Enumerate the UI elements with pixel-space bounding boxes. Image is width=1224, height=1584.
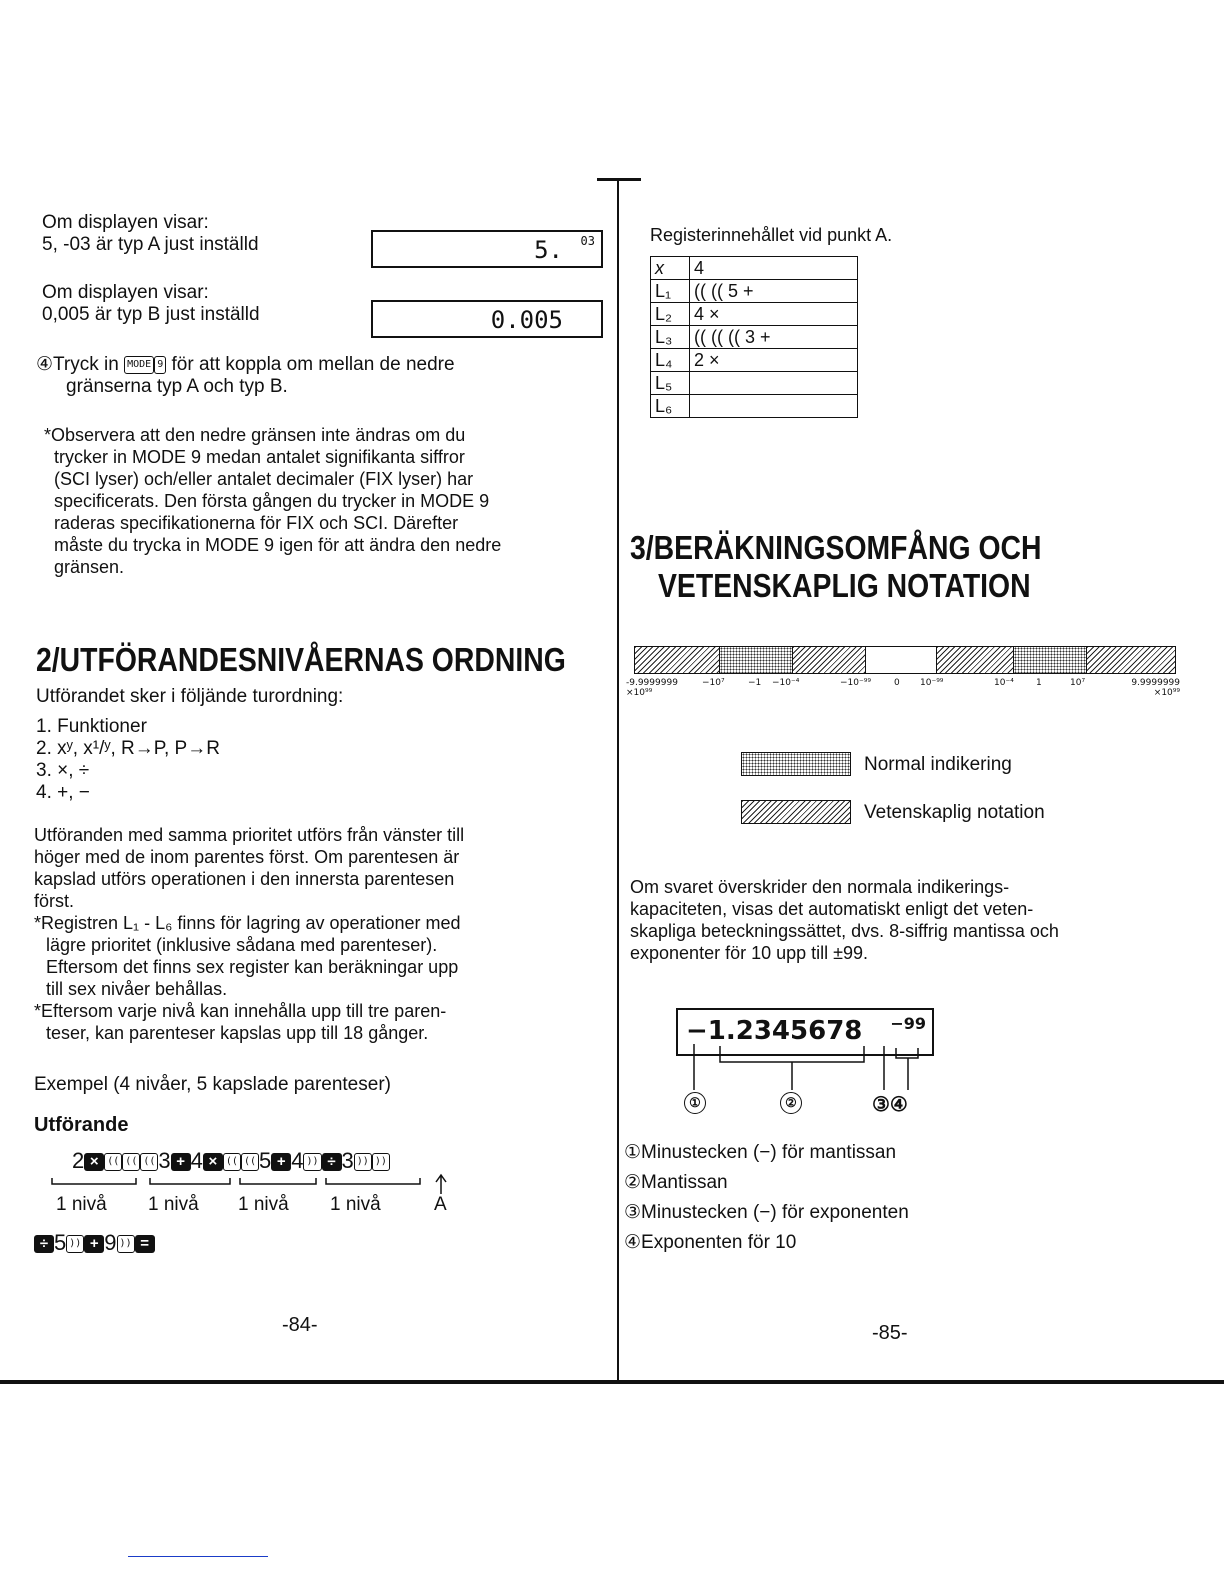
para-line: Om svaret överskrider den normala indikerings- (630, 877, 1010, 897)
arrow-a (436, 1175, 446, 1194)
example-label: Exempel (4 nivåer, 5 kapslade parenteser) (34, 1074, 391, 1095)
seq-digit: 5 (54, 1230, 67, 1255)
level-label: 1 nivå (56, 1194, 107, 1215)
table-row (651, 280, 858, 303)
para-line: skapliga beteckningssättet, dvs. 8-siffrig mantissa och (630, 921, 1059, 941)
range-segment-sci (792, 647, 865, 673)
para-line: teser, kan parenteser kapslas upp till 18 gånger. (46, 1023, 429, 1043)
seq-digit: 3 (158, 1148, 171, 1173)
list-item: ①Minustecken (−) för mantissan (624, 1142, 897, 1163)
bracket (150, 1178, 230, 1184)
list-item: 3. ×, ÷ (36, 760, 90, 781)
key-sequence-2 (34, 1230, 155, 1256)
close-paren-key: )) (66, 1235, 84, 1253)
register-value (690, 372, 858, 395)
note-line: *Observera att den nedre gränsen inte ändras om du (44, 425, 466, 445)
step4-text-b: för att koppla om mellan de nedre (171, 354, 455, 375)
range-bar (634, 646, 1176, 674)
para-line: lägre prioritet (inklusive sådana med parenteser). (46, 935, 438, 955)
register-value: 2 × (690, 349, 858, 372)
display1-label-2: 5, -03 är typ A just inställd (42, 234, 259, 255)
step4-text-a: ④Tryck in (36, 354, 119, 375)
table-row (651, 395, 858, 418)
para-line: först. (34, 891, 75, 911)
utforande-label: Utförande (34, 1114, 129, 1136)
range-segment-normal (1013, 647, 1086, 673)
marker-3-4: ③④ (872, 1094, 908, 1116)
display-mantissa: −1.2345678 (686, 1016, 863, 1046)
register-value: (( (( (( 3 + (690, 326, 858, 349)
level-label: 1 nivå (238, 1194, 289, 1215)
register-value: 4 × (690, 303, 858, 326)
bracket (326, 1178, 420, 1184)
open-paren-key: (( (122, 1153, 140, 1171)
para-line: Utföranden med samma prioritet utförs från vänster till (34, 825, 465, 845)
register-name: L₂ (651, 303, 690, 326)
multiply-key: × (84, 1153, 104, 1171)
display2-label-1: Om displayen visar: (42, 282, 209, 303)
scale-label: 9.9999999 ×10⁹⁹ (1131, 678, 1180, 698)
table-row (651, 303, 858, 326)
register-name: L₃ (651, 326, 690, 349)
para-line: Eftersom det finns sex register kan beräkningar upp (46, 957, 459, 977)
seq-digit: 3 (341, 1148, 354, 1173)
open-paren-key: (( (104, 1153, 122, 1171)
scale-label: −10⁻⁴ (772, 678, 800, 688)
level-brackets (50, 1172, 470, 1196)
note-line: (SCI lyser) och/eller antalet decimaler (FIX lyser) har (54, 469, 474, 489)
range-segment-sci (1086, 647, 1175, 673)
range-scale-labels (624, 678, 1184, 702)
section-3-heading-1: 3/BERÄKNINGSOMFÅNG OCH (630, 529, 1042, 566)
note-line: måste du trycka in MODE 9 igen för att ändra den nedre (54, 535, 502, 555)
close-paren-key: )) (303, 1153, 321, 1171)
level-label: 1 nivå (148, 1194, 199, 1215)
legend-swatch-sci (741, 800, 851, 824)
bottom-rule (0, 1380, 1224, 1384)
register-value: (( (( 5 + (690, 280, 858, 303)
page-number-left: -84- (282, 1314, 318, 1336)
level-label: 1 nivå (330, 1194, 381, 1215)
para-line: kapslad utförs operationen i den innersta parentesen (34, 869, 455, 889)
range-segment-sci (936, 647, 1013, 673)
range-segment-normal (719, 647, 792, 673)
register-name: L₄ (651, 349, 690, 372)
seq-digit: 2 (72, 1148, 85, 1173)
table-row (651, 257, 858, 280)
seq-digit: 4 (291, 1148, 304, 1173)
note-line: specificerats. Den första gången du trycker in MODE 9 (54, 491, 490, 511)
note-line: trycker in MODE 9 medan antalet signifikanta siffror (54, 447, 465, 467)
pointer-line (720, 1046, 864, 1090)
scale-label: 0 (894, 678, 900, 688)
note-line: raderas specifikationerna för FIX och SCI. Därefter (54, 513, 459, 533)
range-segment-sci (635, 647, 719, 673)
display-value: 5. (534, 236, 563, 264)
display-type-b (371, 300, 603, 338)
register-name: L₆ (651, 395, 690, 418)
marker-1: ① (684, 1092, 706, 1114)
scale-label: −10⁻⁹⁹ (840, 678, 871, 688)
note-line: gränsen. (54, 557, 125, 577)
section-3-heading-2: VETENSKAPLIG NOTATION (658, 567, 1031, 604)
overflow-paragraph (630, 876, 1059, 964)
scale-label: 10⁻⁴ (994, 678, 1014, 688)
divide-key: ÷ (34, 1235, 54, 1253)
priority-paragraph (34, 824, 464, 1044)
para-line: höger med de inom parentes först. Om parentesen är (34, 847, 460, 867)
range-segment-zero (865, 647, 936, 673)
display1-label-1: Om displayen visar: (42, 212, 209, 233)
list-item: 4. +, − (36, 782, 90, 803)
nine-key: 9 (154, 356, 166, 374)
open-paren-key: (( (223, 1153, 241, 1171)
seq-digit: 5 (258, 1148, 272, 1173)
scale-label: 1 (1036, 678, 1042, 688)
list-item: ④Exponenten för 10 (624, 1232, 797, 1253)
register-table (650, 256, 858, 418)
legend-sci: Vetenskaplig notation (864, 802, 1045, 823)
open-paren-key: (( (140, 1153, 158, 1171)
para-line: kapaciteten, visas det automatiskt enligt det veten- (630, 899, 1034, 919)
seq-digit: 9 (104, 1230, 117, 1255)
register-name: L₅ (651, 372, 690, 395)
display-exponent: −99 (890, 1014, 926, 1033)
step4-line-2: gränserna typ A och typ B. (66, 376, 288, 397)
plus-key: + (171, 1153, 191, 1171)
close-paren-key: )) (372, 1153, 390, 1171)
close-paren-key: )) (117, 1235, 135, 1253)
step4-line-1 (36, 354, 455, 376)
marker-2: ② (780, 1092, 802, 1114)
legend-normal: Normal indikering (864, 754, 1012, 775)
register-value (690, 395, 858, 418)
note-block (44, 424, 501, 578)
para-line: *Registren L₁ - L₆ finns för lagring av operationer med (34, 913, 461, 933)
page-number-right: -85- (872, 1322, 908, 1344)
mode-key: MODE (124, 356, 154, 374)
table-row (651, 349, 858, 372)
para-line: *Eftersom varje nivå kan innehålla upp till tre paren- (34, 1001, 447, 1021)
para-line: exponenter för 10 upp till ±99. (630, 943, 869, 963)
list-item: ②Mantissan (624, 1172, 728, 1193)
bracket (240, 1178, 316, 1184)
multiply-key: × (203, 1153, 223, 1171)
scale-label: −10⁷ (702, 678, 725, 688)
display-type-a (371, 230, 603, 268)
table-row (651, 372, 858, 395)
display-pointers (680, 1044, 940, 1094)
register-title: Registerinnehållet vid punkt A. (650, 225, 893, 245)
register-value: 4 (690, 257, 858, 280)
order-list (36, 716, 220, 804)
register-name: L₁ (651, 280, 690, 303)
scale-label: -9.9999999 ×10⁹⁹ (626, 678, 678, 698)
legend-swatch-normal (741, 752, 851, 776)
section-2-heading: 2/UTFÖRANDESNIVÅERNAS ORDNING (36, 641, 566, 678)
para-line: till sex nivåer behållas. (46, 979, 228, 999)
table-row (651, 326, 858, 349)
seq-digit: 4 (190, 1148, 203, 1173)
display-legend-list (624, 1138, 909, 1258)
column-divider (617, 180, 619, 1380)
key-sequence-1 (72, 1148, 390, 1174)
scale-label: 10⁷ (1070, 678, 1086, 688)
display-exponent: 03 (580, 234, 595, 248)
bracket (52, 1178, 136, 1184)
scale-label: 10⁻⁹⁹ (920, 678, 944, 688)
list-item: ③Minustecken (−) för exponenten (624, 1202, 909, 1223)
footer-link-line (128, 1556, 268, 1557)
display-value: 0.005 (490, 306, 563, 334)
plus-key: + (84, 1235, 104, 1253)
list-item: 2. xʸ, x¹/ʸ, R→P, P→R (36, 738, 220, 759)
plus-key: + (271, 1153, 291, 1171)
top-mark (597, 178, 641, 181)
register-name: x (651, 257, 690, 280)
equals-key: = (135, 1235, 155, 1253)
divide-key: ÷ (322, 1153, 342, 1171)
display2-label-2: 0,005 är typ B just inställd (42, 304, 260, 325)
close-paren-key: )) (354, 1153, 372, 1171)
pointer-line (896, 1048, 918, 1090)
scale-label: −1 (748, 678, 762, 688)
order-intro: Utförandet sker i följände turordning: (36, 686, 344, 707)
point-a-label: A (434, 1194, 447, 1215)
list-item: 1. Funktioner (36, 716, 147, 737)
open-paren-key: (( (241, 1153, 259, 1171)
